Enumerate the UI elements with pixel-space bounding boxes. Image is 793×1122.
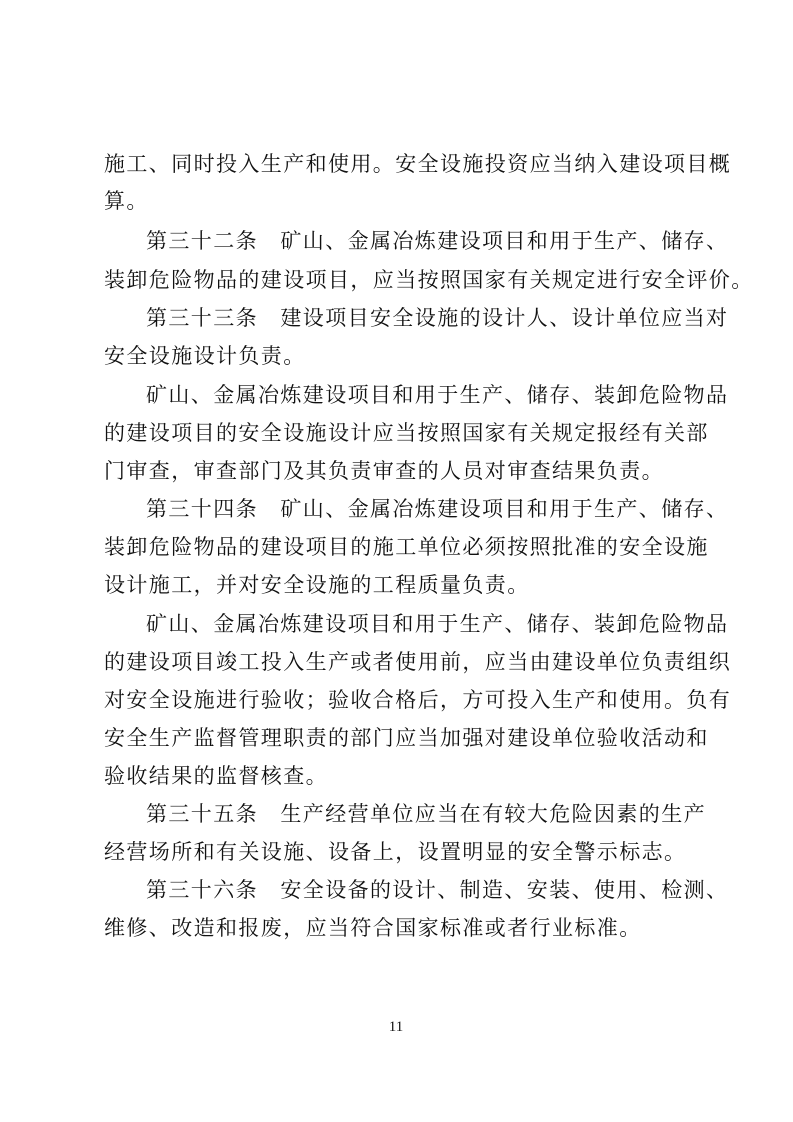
text-line: 门审查，审查部门及其负责审查的人员对审查结果负责。 [104, 459, 664, 483]
article-36-heading-line: 第三十六条 安全设备的设计、制造、安装、使用、检测、 [146, 878, 729, 902]
text-line: 维修、改造和报废，应当符合国家标准或者行业标准。 [104, 916, 642, 940]
text-line: 矿山、金属冶炼建设项目和用于生产、储存、装卸危险物品 [146, 612, 729, 636]
article-32-heading-line: 第三十二条 矿山、金属冶炼建设项目和用于生产、储存、 [146, 229, 729, 253]
text-line: 施工、同时投入生产和使用。安全设施投资应当纳入建设项目概 [104, 152, 732, 176]
text-line: 设计施工，并对安全设施的工程质量负责。 [104, 573, 530, 597]
text-line: 装卸危险物品的建设项目的施工单位必须按照批准的安全设施 [104, 535, 709, 559]
article-34-heading-line: 第三十四条 矿山、金属冶炼建设项目和用于生产、储存、 [146, 497, 729, 521]
text-line: 矿山、金属冶炼建设项目和用于生产、储存、装卸危险物品 [146, 383, 729, 407]
text-line: 安全生产监督管理职责的部门应当加强对建设单位验收活动和 [104, 726, 709, 750]
text-line: 装卸危险物品的建设项目，应当按照国家有关规定进行安全评价。 [104, 268, 754, 292]
article-33-heading-line: 第三十三条 建设项目安全设施的设计人、设计单位应当对 [146, 306, 729, 330]
text-line: 的建设项目的安全设施设计应当按照国家有关规定报经有关部 [104, 421, 709, 445]
text-line: 对安全设施进行验收；验收合格后，方可投入生产和使用。负有 [104, 688, 732, 712]
text-line: 验收结果的监督核查。 [104, 764, 328, 788]
page-number: 11 [388, 1019, 404, 1035]
text-line: 的建设项目竣工投入生产或者使用前，应当由建设单位负责组织 [104, 650, 732, 674]
text-line: 经营场所和有关设施、设备上，设置明显的安全警示标志。 [104, 840, 687, 864]
article-35-heading-line: 第三十五条 生产经营单位应当在有较大危险因素的生产 [146, 802, 706, 826]
text-line: 算。 [104, 189, 149, 213]
text-line: 安全设施设计负责。 [104, 344, 306, 368]
